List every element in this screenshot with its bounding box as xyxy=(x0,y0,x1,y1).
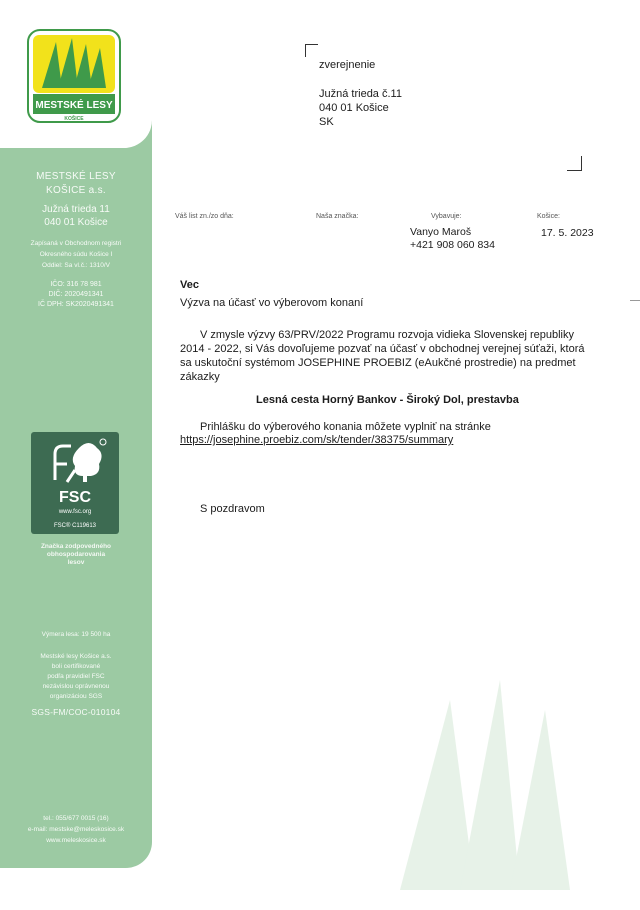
org-name-line2: KOŠICE a.s. xyxy=(46,185,106,196)
mestske-lesy-logo-icon xyxy=(26,28,122,124)
body-paragraph-2: Prihlášku do výberového konania môžete vyplniť na stránke xyxy=(200,421,491,433)
body-paragraph-1 xyxy=(180,328,620,384)
address-window-corner-bottom xyxy=(567,156,582,171)
dic: DIČ: 2020491341 xyxy=(48,291,104,298)
cert-code: SGS-FM/COC-010104 xyxy=(31,707,121,717)
para1-line3: sa uskutoční systémom JOSEPHINE PROEBIZ (eAukčné prostredie) na predmet xyxy=(180,357,576,369)
ico: IČO: 316 78 981 xyxy=(50,281,102,288)
fsc-caption-line2: obhospodarovania xyxy=(46,551,106,558)
handled-by-name: Vanyo Maroš xyxy=(410,226,472,238)
address-window-corner-top xyxy=(305,44,318,57)
cert-line2: boli certifikované xyxy=(51,663,101,670)
logo-text: MESTSKÉ LESY xyxy=(35,100,113,111)
org-name xyxy=(0,170,152,198)
subject-text: Výzva na účasť vo výberovom konaní xyxy=(180,297,364,309)
org-name-line1: MESTSKÉ LESY xyxy=(36,171,116,182)
contact-info xyxy=(0,813,152,846)
para1-line2: 2014 - 2022, si Vás dovoľujeme pozvať na účasť v obchodnej verejnej súťaži, ktorá xyxy=(180,343,585,355)
your-letter-label: Váš list zn./zo dňa: xyxy=(175,213,234,220)
letter-date: 17. 5. 2023 xyxy=(541,227,594,239)
contact-web: www.meleskosice.sk xyxy=(46,837,106,844)
logo-watermark-icon xyxy=(380,680,590,890)
fsc-caption-line1: Značka zodpovedného xyxy=(40,543,112,550)
handled-by-phone: +421 908 060 834 xyxy=(410,239,495,251)
reg-line1: Zapísaná v Obchodnom registri xyxy=(30,240,122,247)
cert-line4: nezávislou oprávnenou xyxy=(42,683,110,690)
logo-subtext: KOŠICE xyxy=(64,116,84,122)
reg-line2: Okresného súdu Košice I xyxy=(39,251,113,258)
fsc-web: www.fsc.org xyxy=(58,509,92,515)
para1-line4: zákazky xyxy=(180,371,220,383)
fsc-badge xyxy=(31,432,119,534)
subject-label: Vec xyxy=(180,279,199,291)
contact-email: e-mail: mestske@meleskosice.sk xyxy=(27,826,125,833)
registration-info xyxy=(0,238,152,271)
fold-mark xyxy=(630,300,640,301)
cert-line1: Mestské lesy Košice a.s. xyxy=(40,653,112,660)
fsc-label: FSC xyxy=(59,489,91,506)
certification-text xyxy=(0,652,152,702)
cert-line3: podľa pravidiel FSC xyxy=(47,673,105,680)
contact-tel: tel.: 055/677 0015 (16) xyxy=(43,815,109,822)
tender-link[interactable]: https://josephine.proebiz.com/sk/tender/38375/summary xyxy=(180,434,454,446)
forest-area: Výmera lesa: 19 500 ha xyxy=(41,631,111,638)
place-label: Košice: xyxy=(537,213,560,220)
company-ids xyxy=(0,280,152,310)
fsc-caption-line3: lesov xyxy=(67,559,85,566)
org-address xyxy=(0,203,152,229)
para1-line1: V zmysle výzvy 63/PRV/2022 Programu rozvoja vidieka Slovenskej republiky xyxy=(200,329,574,341)
project-title: Lesná cesta Horný Bankov - Široký Dol, prestavba xyxy=(256,394,519,406)
handled-by-label: Vybavuje: xyxy=(431,213,462,220)
our-ref-label: Naša značka: xyxy=(316,213,359,220)
fsc-code: FSC® C119613 xyxy=(54,523,96,529)
cert-line5: organizáciou SGS xyxy=(49,693,103,700)
letterhead-sidebar xyxy=(0,0,152,868)
reg-line3: Oddiel: Sa vl.č.: 1310/V xyxy=(42,262,110,269)
recipient-line3: 040 01 Košice xyxy=(319,102,389,114)
recipient-line4: SK xyxy=(319,116,334,128)
recipient-line2: Južná trieda č.11 xyxy=(319,88,402,100)
icdph: IČ DPH: SK2020491341 xyxy=(38,301,114,308)
recipient-line1: zverejnenie xyxy=(319,59,376,71)
fsc-caption xyxy=(0,543,152,567)
org-street: Južná trieda 11 xyxy=(42,204,110,215)
org-city: 040 01 Košice xyxy=(44,217,108,228)
fsc-tree-icon xyxy=(31,432,119,534)
closing-text: S pozdravom xyxy=(200,503,265,515)
